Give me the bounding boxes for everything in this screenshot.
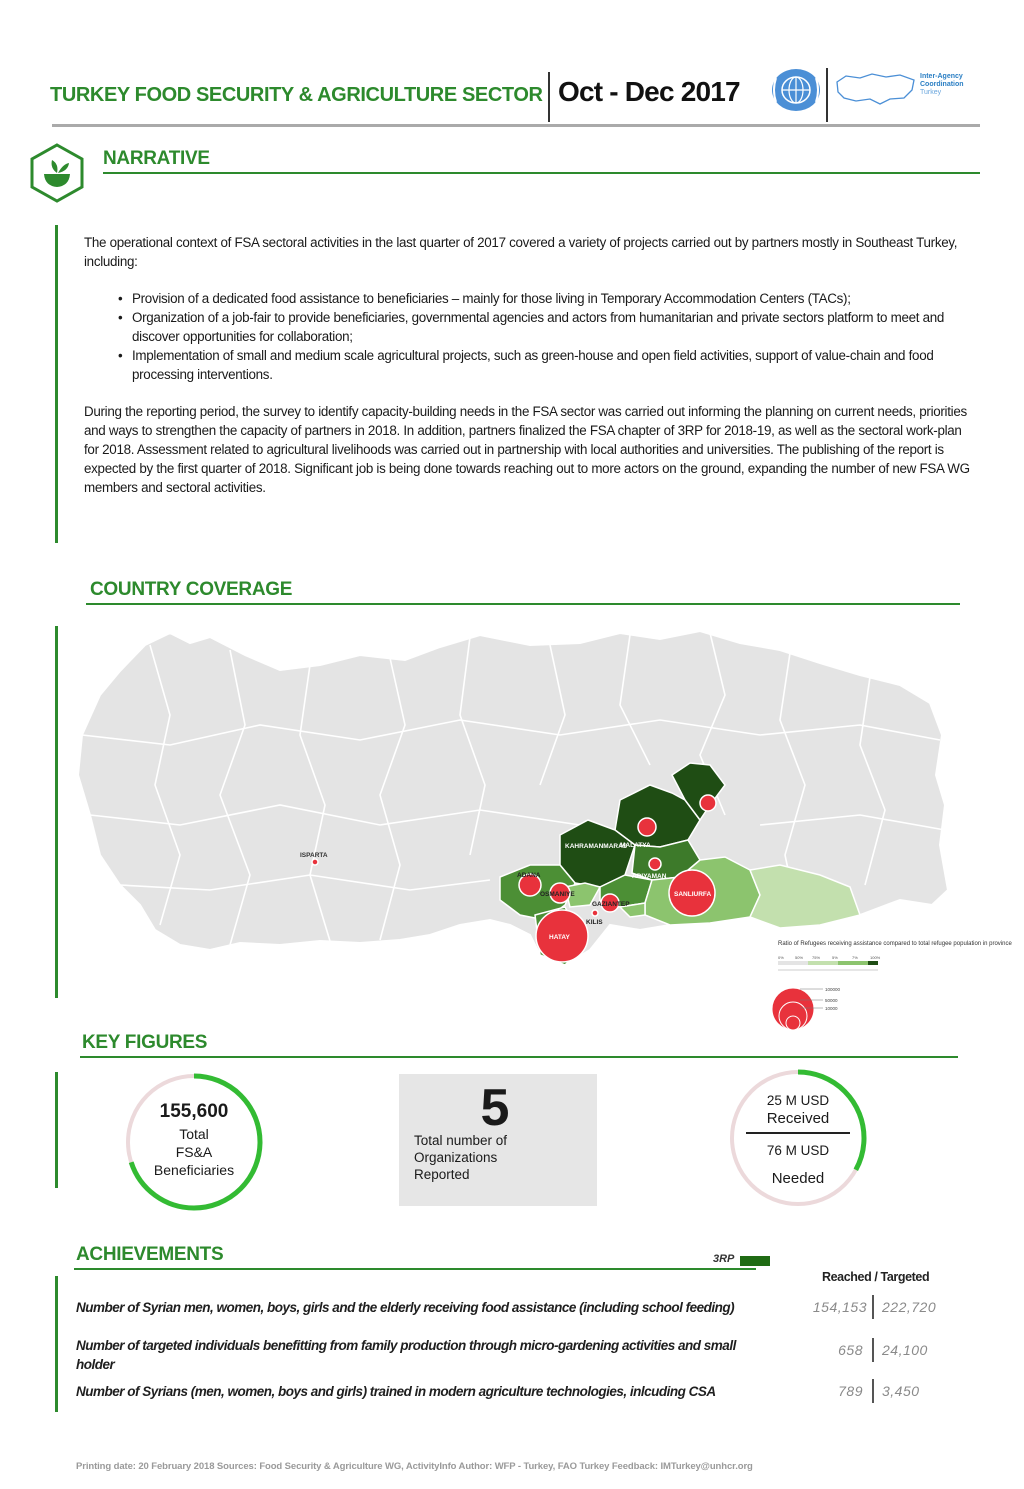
food-bowl-hexagon-icon: [28, 142, 86, 204]
report-title: TURKEY FOOD SECURITY & AGRICULTURE SECTOR: [50, 84, 543, 106]
label-kilis: KILIS: [586, 919, 603, 926]
organizations-value: 5: [480, 1079, 510, 1137]
funding-needed: 76 M USD Needed: [766, 1143, 830, 1187]
narrative-side-bar: [55, 225, 58, 543]
label-gaziantep: GAZIANTEP: [592, 901, 630, 908]
label-adiyaman: ADIYAMAN: [632, 873, 667, 880]
achievements-rule: [74, 1268, 756, 1270]
svg-text:7%: 7%: [852, 955, 858, 960]
funding-received: 25 M USD Received: [766, 1093, 830, 1127]
achievement-row-3-reached: 789: [838, 1383, 863, 1399]
coverage-rule: [86, 603, 960, 605]
narrative-bullet-list: [84, 289, 974, 384]
bubble-adiyaman: [649, 858, 661, 870]
label-kahramanmaras: KAHRAMANMARAS: [565, 843, 628, 850]
bubble-kilis: [592, 910, 598, 916]
legend-3rp-label: 3RP: [713, 1253, 735, 1265]
key-figures-side-bar: [55, 1072, 58, 1188]
report-period: Oct - Dec 2017: [558, 76, 740, 107]
narrative-text: [84, 233, 974, 497]
turkey-coverage-map: [60, 625, 1012, 1035]
footer-credits: Printing date: 20 February 2018 Sources: Food Security & Agriculture WG, ActivityInfo Author: WFP - Turkey, FAO Turkey Feedback: IMTurkey@unhcr.org: [76, 1461, 753, 1472]
narrative-rule: [103, 172, 980, 174]
map-legend: [772, 941, 1012, 1030]
label-hatay: HATAY: [549, 934, 570, 941]
narrative-heading: NARRATIVE: [103, 148, 210, 169]
narrative-bullet: • Provision of a dedicated food assistance to beneficiaries – mainly for those living in Temporary Accommodation Centers (TACs);: [132, 289, 974, 308]
achievements-side-bar: [55, 1276, 58, 1412]
svg-text:10000: 10000: [825, 1006, 838, 1011]
beneficiaries-label: Total FS&A Beneficiaries: [153, 1126, 235, 1178]
reached-targeted-header: Reached / Targeted: [822, 1270, 930, 1284]
svg-text:100000: 100000: [825, 987, 841, 992]
svg-text:50%: 50%: [795, 955, 804, 960]
turkey-outline-logo-icon: [834, 68, 918, 108]
achievement-row-3-label: Number of Syrians (men, women, boys and girls) trained in modern agriculture technologies, inlcuding CSA: [76, 1384, 716, 1399]
un-emblem-icon: [768, 66, 824, 114]
svg-text:50000: 50000: [825, 998, 838, 1003]
achievements-heading: ACHIEVEMENTS: [76, 1244, 224, 1265]
key-figures-rule: [80, 1056, 958, 1058]
key-figures-heading: KEY FIGURES: [82, 1032, 208, 1053]
label-isparta: ISPARTA: [300, 852, 328, 859]
inter-agency-logo-text: Inter-Agency Coordination Turkey: [920, 73, 964, 96]
achievement-row-2-targeted: 24,100: [882, 1342, 928, 1358]
bubble-elazig: [700, 795, 716, 811]
header-divider-2: [826, 68, 828, 122]
coverage-side-bar: [55, 626, 58, 998]
label-adana: ADANA: [517, 872, 541, 879]
svg-text:75%: 75%: [812, 955, 821, 960]
achievement-row-1-label: Number of Syrian men, women, boys, girls and the elderly receiving food assistance (including school feeding): [76, 1300, 735, 1315]
achievement-row-2-divider: [872, 1338, 874, 1362]
bubble-malatya: [638, 818, 656, 836]
achievement-row-1-reached: 154,153: [812, 1299, 867, 1315]
narrative-closing: During the reporting period, the survey to identify capacity-building needs in the FSA sector was carried out informing the planning on current needs, priorities and ways to strengthen the capacity of partners in 2018. In addition, partners finalized the FSA chapter of 3RP for 2018-19, as well as the sectoral work-plan for 2018. Assessment related to agricultural livelihoods was carried out in partnership with local authorities and universities. The publishing of the report is expected by the first quarter of 2018. Significant job is being done towards reaching out to more actors on the ground, expanding the number of new FSA WG members and sectoral activities.: [84, 404, 970, 495]
organizations-label: Total number of Organizations Reported: [414, 1133, 508, 1182]
achievement-row-1-targeted: 222,720: [882, 1299, 937, 1315]
legend-title: Ratio of Refugees receiving assistance compared to total refugee population in province: [778, 941, 1012, 947]
narrative-intro: The operational context of FSA sectoral activities in the last quarter of 2017 covered a variety of projects carried out by partners mostly in Southeast Turkey, including:: [84, 235, 958, 269]
label-malatya: MALATYA: [620, 842, 651, 849]
svg-text:5%: 5%: [832, 955, 838, 960]
achievement-row-3-targeted: 3,450: [882, 1383, 920, 1399]
beneficiaries-value: 155,600: [159, 1101, 229, 1122]
legend-3rp-swatch: [740, 1256, 770, 1266]
funding-divider: [746, 1132, 850, 1134]
achievement-row-2-reached: 658: [838, 1342, 863, 1358]
achievement-row-3-divider: [872, 1379, 874, 1403]
narrative-bullet: • Organization of a job-fair to provide beneficiaries, governmental agencies and actors from humanitarian and private sectors platform to meet and discover opportunities for collaboration;: [132, 308, 974, 346]
label-osmaniye: OSMANIYE: [540, 891, 575, 898]
svg-text:0%: 0%: [778, 955, 784, 960]
svg-text:100%: 100%: [870, 955, 881, 960]
coverage-heading: COUNTRY COVERAGE: [90, 579, 293, 600]
bubble-isparta: [312, 859, 318, 865]
achievement-row-2-label: Number of targeted individuals benefitting from family production through micro-gardening activities and small holder: [76, 1338, 736, 1372]
narrative-bullet: • Implementation of small and medium scale agricultural projects, such as green-house and open field activities, support of value-chain and food processing interventions.: [132, 346, 974, 384]
header-rule: [52, 124, 980, 127]
achievement-row-1-divider: [872, 1295, 874, 1319]
label-sanliurfa: SANLIURFA: [674, 891, 712, 898]
header-divider: [548, 72, 550, 122]
